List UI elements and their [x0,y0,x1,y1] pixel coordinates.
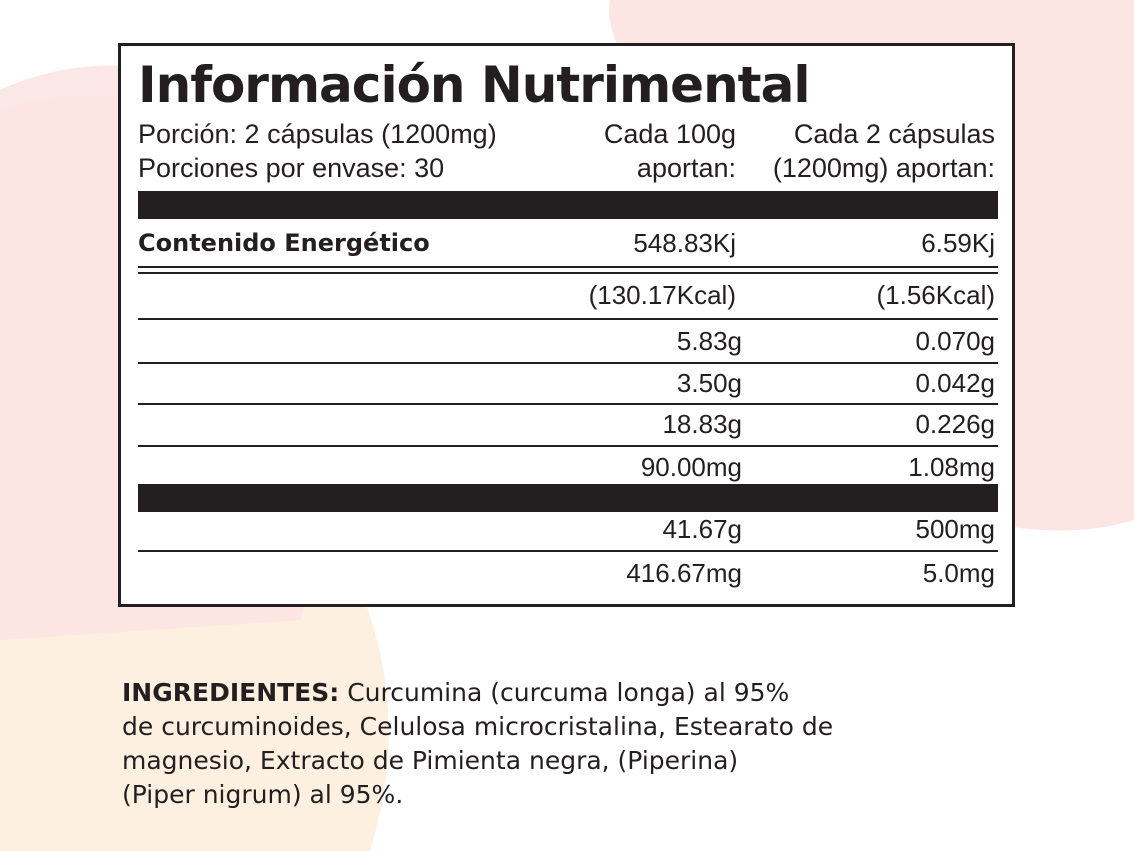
energy-label: Contenido Energético [138,229,430,257]
row-4-100g: 18.83g [662,409,742,439]
row-divider [138,550,998,552]
row-3-serving: 0.042g [915,368,995,398]
ingredients-text-1: Curcumina (curcuma longa) al 95% [339,678,790,707]
row-7-100g: 416.67mg [626,558,742,588]
nutrition-table [118,43,1015,607]
thick-divider-middle [138,484,998,512]
ingredients-line-1 [122,676,1022,710]
double-rule-b [138,272,998,274]
energy-kj-serving: 6.59Kj [921,228,995,258]
double-rule-a [138,266,998,268]
row-2-serving: 0.070g [915,326,995,356]
row-divider [138,445,998,447]
row-divider [138,362,998,364]
row-5-100g: 90.00mg [640,452,742,482]
ingredients-label: INGREDIENTES: [122,678,340,707]
thick-divider-top [138,191,998,219]
col2-header-line2: (1200mg) aportan: [772,153,995,183]
ingredients-line-3: magnesio, Extracto de Pimienta negra, (Piperina) [122,746,739,775]
ingredients-block [122,676,1022,812]
col2-header-line1: Cada 2 cápsulas [793,119,995,149]
col1-header-line1: Cada 100g [603,119,736,149]
col1-header-line2: aportan: [636,153,736,183]
servings-text: Porciones por envase: 30 [138,153,445,183]
row-7-serving: 5.0mg [922,558,995,588]
row-5-serving: 1.08mg [908,452,995,482]
row-4-serving: 0.226g [915,409,995,439]
row-divider [138,403,998,405]
ingredients-line-2: de curcuminoides, Celulosa microcristalina, Estearato de [122,712,834,741]
row-6-100g: 41.67g [662,514,742,544]
row-6-serving: 500mg [915,514,995,544]
row-3-100g: 3.50g [676,368,742,398]
row-divider [138,318,998,320]
row-2-100g: 5.83g [676,326,742,356]
portion-text: Porción: 2 cápsulas (1200mg) [138,119,497,149]
energy-kj-100g: 548.83Kj [633,228,736,258]
energy-kcal-serving: (1.56Kcal) [876,280,995,310]
ingredients-line-4: (Piper nigrum) al 95%. [122,780,404,809]
energy-kcal-100g: (130.17Kcal) [588,280,736,310]
table-title: Información Nutrimental [138,56,810,114]
